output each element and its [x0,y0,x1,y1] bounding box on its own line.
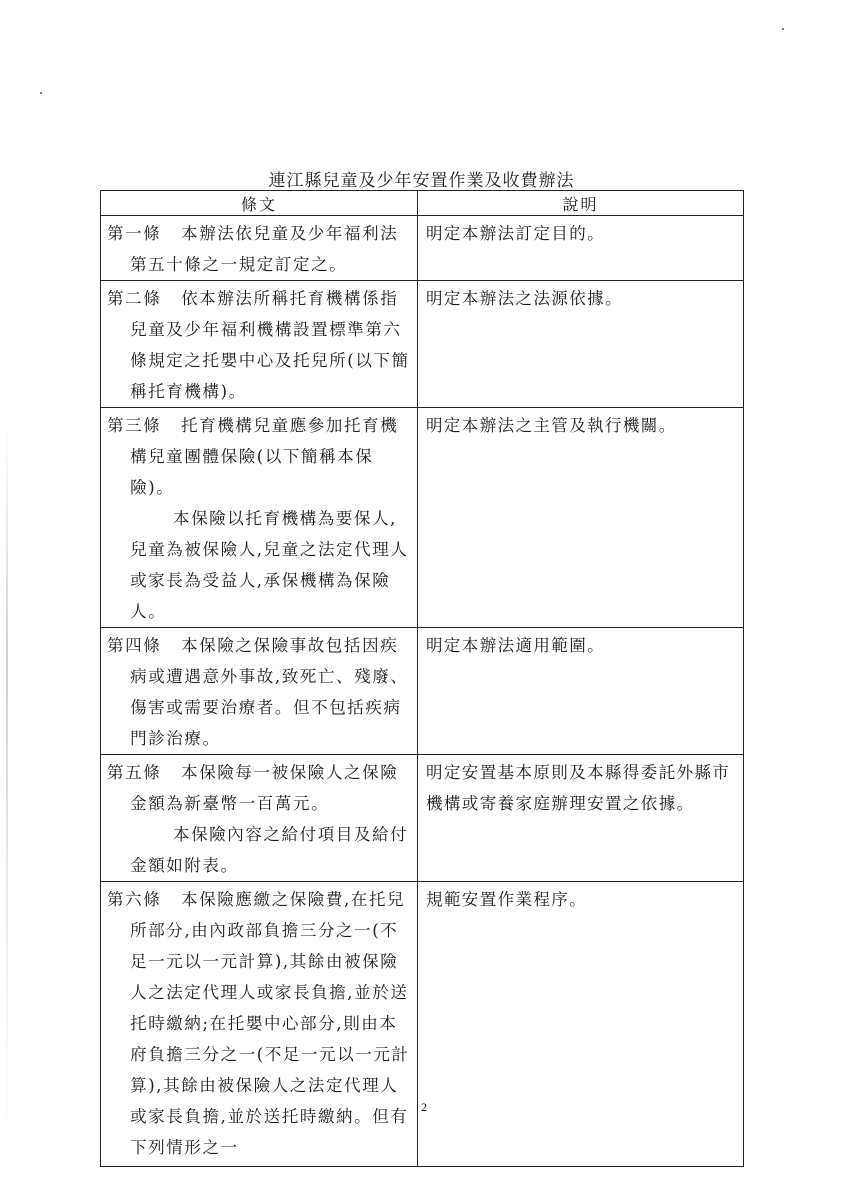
article-cell [101,882,418,1167]
table-row [101,882,744,1167]
note-cell: 明定本辦法之主管及執行機關。 [418,408,744,628]
article-cell [101,408,418,628]
article-text: 托育機構兒童應參加托育機構兒童團體保險(以下簡稱本保險)。 [130,416,399,497]
article-paragraph [107,410,411,503]
article-text: 本保險每一被保險人之保險金額為新臺幣一百萬元。 [130,763,399,813]
article-number: 第三條 [107,416,162,435]
table-row [101,408,744,628]
article-text: 本保險應繳之保險費,在托兒所部分,由內政部負擔三分之一(不足一元以一元計算),其餘由被保險人之法定代理人或家長負擔,並於送托時繳納;在托嬰中心部分,則由本府負擔三分之一(不足一元以一元計算),其餘由被保險人之法定代理人或家長負擔,並於送托時繳納。但有下列情形之一 [130,890,410,1157]
article-subparagraph: 本保險內容之給付項目及給付金額如附表。 [130,825,409,875]
article-paragraph [107,757,411,819]
article-paragraph [107,884,411,1163]
article-number: 第二條 [107,289,162,308]
note-cell: 明定本辦法適用範圍。 [418,628,744,755]
article-cell [101,216,418,281]
article-paragraph [107,630,411,754]
table-row [101,216,744,281]
table-row [101,281,744,408]
article-cell [101,755,418,882]
table-row [101,628,744,755]
article-number: 第六條 [107,890,162,909]
column-header-note: 說明 [418,191,744,216]
table-header-row [101,191,744,216]
column-header-article: 條文 [101,191,418,216]
scan-speck [782,28,784,30]
article-number: 第五條 [107,763,162,782]
document-title: 連江縣兒童及少年安置作業及收費辦法 [268,171,575,191]
article-cell [101,281,418,408]
note-cell: 明定本辦法訂定目的。 [418,216,744,281]
note-cell: 明定安置基本原則及本縣得委託外縣市機構或寄養家庭辦理安置之依據。 [418,755,744,882]
article-subparagraph: 本保險以托育機構為要保人,兒童為被保險人,兒童之法定代理人或家長為受益人,承保機構為保險人。 [130,509,409,621]
table-row [101,755,744,882]
article-cell [101,628,418,755]
regulation-table [100,190,744,1167]
article-number: 第一條 [107,224,162,243]
page-number: 2 [421,1100,427,1114]
article-text: 依本辦法所稱托育機構係指兒童及少年福利機構設置標準第六條規定之托嬰中心及托兒所(以下簡稱托育機構)。 [130,289,410,401]
article-text: 本保險之保險事故包括因疾病或遭遇意外事故,致死亡、殘廢、傷害或需要治療者。但不包括疾病門診治療。 [130,636,409,748]
article-text: 本辦法依兒童及少年福利法第五十條之一規定訂定之。 [130,224,399,274]
note-cell: 規範安置作業程序。 [418,882,744,1167]
article-paragraph [107,218,411,280]
scan-edge-shadow [6,420,8,1140]
article-number: 第四條 [107,636,162,655]
note-cell: 明定本辦法之法源依據。 [418,281,744,408]
scan-speck [40,92,42,94]
article-paragraph [107,283,411,407]
